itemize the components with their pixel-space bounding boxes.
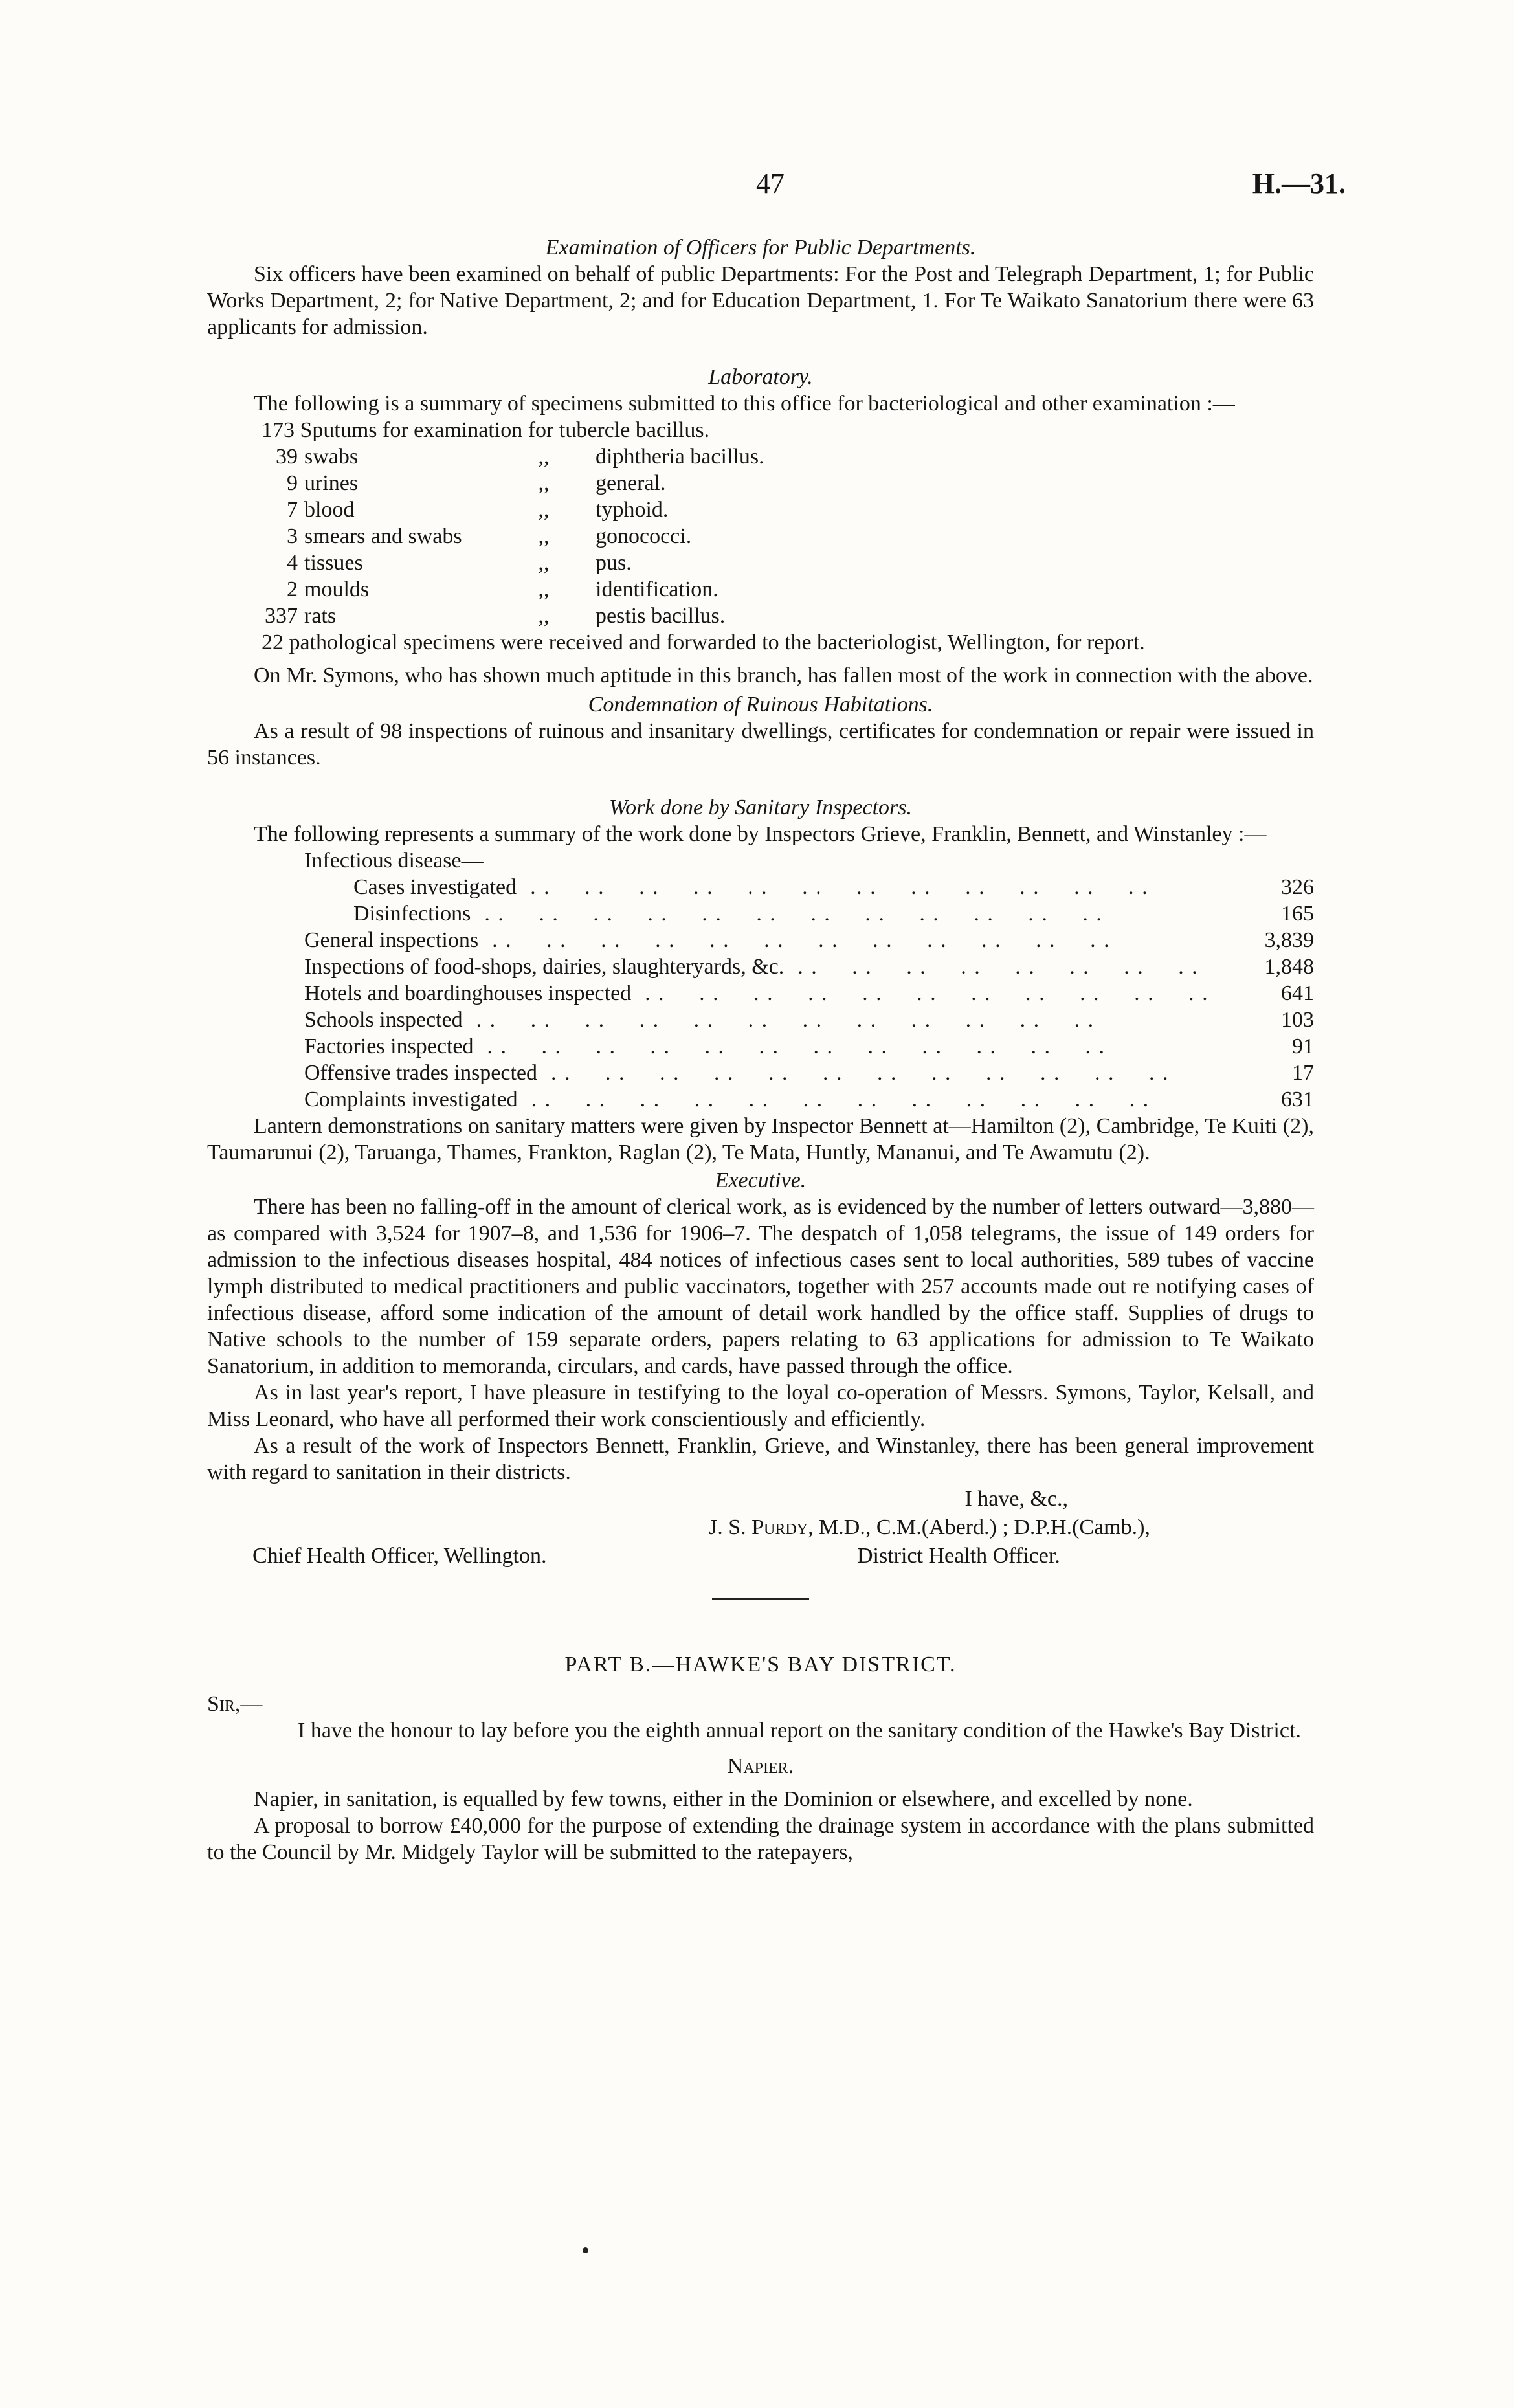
exam-paragraph: Six officers have been examined on behalf of public Departments: For the Post and Telegraph Department, 1; for Public Works Department, 2; for Native Department, 2; and for Education Department, 1. For Te Waikato Sanatorium there were 63 applicants for admission. (207, 262, 1314, 339)
inspection-row: Disinfections . . 165 (304, 900, 1314, 927)
condemnation-paragraph: As a result of 98 inspections of ruinous and insanitary dwellings, certificates for condemnation or repair were issued in 56 instances. (207, 719, 1314, 770)
inspection-table (304, 847, 1314, 1113)
executive-paragraph-1: There has been no falling-off in the amount of clerical work, as is evidenced by the number of letters outward—3,880—as compared with 3,524 for 1907–8, and 1,536 for 1906–7. The despatch of 1,058 telegrams, the issue of 149 orders for admission to the infectious diseases hospital, 484 notices of infectious cases sent to local authorities, 589 tubes of vaccine lymph distributed to medical practitioners and public vaccinators, together with 257 accounts made out re notifying cases of infectious disease, afford some indication of the amount of detail work handled by the office staff. Supplies of drugs to Native schools to the number of 159 separate orders, papers relating to 63 applications for admission to Te Waikato Sanatorium, in addition to memoranda, circulars, and cards, have passed through the office. (207, 1195, 1314, 1378)
signature-name: J. S. Purdy, M.D., C.M.(Aberd.) ; D.P.H.(Camb.), (709, 1515, 1150, 1539)
inspection-row: Hotels and boardinghouses inspected . . 641 (304, 980, 1314, 1007)
specimen-first-line: 173 Sputums for examination for tubercle bacillus. (262, 418, 710, 442)
executive-heading: Executive. (715, 1168, 807, 1192)
napier-paragraph-1: Napier, in sanitation, is equalled by few towns, either in the Dominion or elsewhere, and excelled by none. (254, 1787, 1193, 1811)
inspection-row: General inspections . . 3,839 (304, 927, 1314, 953)
specimen-row: 9 urines ,, general. (287, 471, 666, 495)
inspection-row: Factories inspected . . 91 (304, 1033, 1314, 1060)
specimen-row: 4 tissues ,, pus. (287, 551, 632, 575)
inspection-row: Schools inspected . . 103 (304, 1007, 1314, 1033)
signature-block (207, 1486, 1314, 1571)
specimen-row: 7 blood ,, typhoid. (287, 498, 669, 522)
signature-role: District Health Officer. (857, 1544, 1060, 1568)
executive-paragraph-2: As in last year's report, I have pleasure in testifying to the loyal co-operation of Messrs. Symons, Taylor, Kelsall, and Miss Leonard, who have all performed their work conscientiously and efficiently. (207, 1381, 1314, 1431)
sanitary-intro: The following represents a summary of the work done by Inspectors Grieve, Franklin, Bennett, and Winstanley :— (254, 822, 1267, 846)
laboratory-intro: The following is a summary of specimens submitted to this office for bacteriological and other examination :— (254, 392, 1235, 416)
part-b-title: PART B.—HAWKE'S BAY DISTRICT. (564, 1653, 957, 1677)
document-reference: H.—31. (1252, 168, 1346, 199)
napier-paragraph-2: A proposal to borrow £40,000 for the purpose of extending the drainage system in accordance with the plans submitted to the Council by Mr. Midgely Taylor will be submitted to the ratepayers, (207, 1814, 1314, 1864)
page-number: 47 (756, 168, 785, 199)
specimen-row: 3 smears and swabs ,, gonococci. (287, 524, 692, 548)
specimen-row: 39 swabs ,, diphtheria bacillus. (276, 445, 764, 469)
part-b-intro: I have the honour to lay before you the eighth annual report on the sanitary condition of the Hawke's Bay District. (298, 1719, 1301, 1743)
ink-mark (583, 2247, 588, 2253)
laboratory-heading: Laboratory. (708, 365, 813, 389)
infectious-disease-label: Infectious disease— (304, 849, 484, 873)
signature-addressee: Chief Health Officer, Wellington. (252, 1544, 547, 1568)
inspection-row: Offensive trades inspected . . 17 (304, 1060, 1314, 1086)
pathological-specimens: 22 pathological specimens were received and forwarded to the bacteriologist, Wellington, for report. (262, 630, 1145, 654)
executive-paragraph-3: As a result of the work of Inspectors Bennett, Franklin, Grieve, and Winstanley, there has been general improvement with regard to sanitation in their districts. (207, 1434, 1314, 1484)
specimen-list (207, 417, 1314, 656)
page-body (207, 225, 1314, 1866)
inspection-row: Inspections of food-shops, dairies, slaughteryards, &c. . . 1,848 (304, 953, 1314, 980)
condemnation-heading: Condemnation of Ruinous Habitations. (588, 693, 933, 717)
salutation: Sir,— (207, 1692, 263, 1716)
sanitary-heading: Work done by Sanitary Inspectors. (608, 796, 913, 819)
signature-closing: I have, &c., (964, 1487, 1068, 1511)
specimen-row: 2 moulds ,, identification. (287, 577, 718, 601)
exam-heading: Examination of Officers for Public Departments. (545, 236, 976, 260)
lantern-paragraph: Lantern demonstrations on sanitary matters were given by Inspector Bennett at—Hamilton (2), Cambridge, Te Kuiti (2), Taumarunui (2), Taruanga, Thames, Frankton, Raglan (2), Te Mata, Huntly, Mananui, and Te Awamutu (2). (207, 1114, 1314, 1165)
inspection-row: Cases investigated . . 326 (304, 874, 1314, 900)
napier-heading: Napier. (727, 1754, 794, 1778)
specimen-row: 337 rats ,, pestis bacillus. (265, 604, 726, 628)
section-divider (712, 1598, 809, 1600)
symons-paragraph: On Mr. Symons, who has shown much aptitude in this branch, has fallen most of the work in connection with the above. (254, 663, 1313, 687)
inspection-row: Complaints investigated . . 631 (304, 1086, 1314, 1113)
